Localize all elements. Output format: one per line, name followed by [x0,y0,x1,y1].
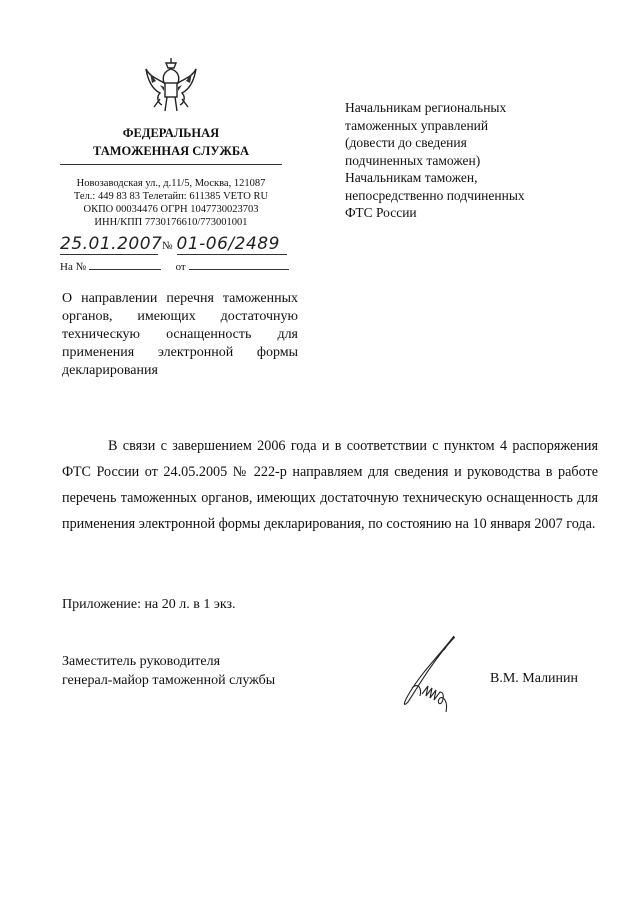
signer-title-line2: генерал-майор таможенной службы [62,673,276,688]
signer-title-line1: Заместитель руководителя [62,654,221,669]
doc-number: 01-06/2489 [177,234,287,255]
body-text: В связи с завершением 2006 года и в соответствии с пунктом 4 распоряжения ФТС России от 24.05.2005 № 222-р направляем для сведения и руководства в работе перечень таможенных органов, имеющих достаточную техническую оснащенность для применения электронной формы декларирования, по состоянию на 10 января 2007 года. [62,438,598,532]
addressee-line: (довести до сведения [345,135,467,150]
ref-from-label: от [175,261,186,273]
appendix: Приложение: на 20 л. в 1 экз. [62,597,236,612]
addressee-line: Начальникам таможен, [345,170,478,185]
number-label: № [162,240,173,252]
contact-block [60,177,282,229]
address: Новозаводская ул., д.11/5, Москва, 121087 [76,178,266,189]
signer-name: В.М. Малинин [490,671,579,686]
handwritten-signature [392,632,482,717]
addressee-line: ФТС России [345,205,417,220]
signer-title [62,652,275,690]
date-number-line [60,234,287,255]
coat-of-arms-icon [140,55,202,117]
addressee-block [345,99,605,222]
subject: О направлении перечня таможенных органов, имеющих достаточную техническую оснащенность для применения электронной формы декларирования [62,291,298,378]
org-name-line1: ФЕДЕРАЛЬНАЯ [122,126,220,140]
org-name-line2: ТАМОЖЕННАЯ СЛУЖБА [93,144,249,158]
addressee-line: Начальникам региональных [345,100,507,115]
date: 25.01.2007 [60,234,163,254]
addressee-line: подчиненных таможен) [345,152,481,168]
phone: Тел.: 449 83 83 Телетайп: 611385 VETO RU [73,191,269,202]
addressee-line: непосредственно подчиненных [345,187,525,203]
addressee-line: таможенных управлений [345,117,489,133]
divider [60,164,282,165]
inn-kpp: ИНН/КПП 7730176610/773001001 [94,217,248,228]
reference-line [60,261,289,273]
okpo-ogrn: ОКПО 00034476 ОГРН 1047730023703 [83,204,259,215]
ref-number-label: На № [60,261,87,273]
